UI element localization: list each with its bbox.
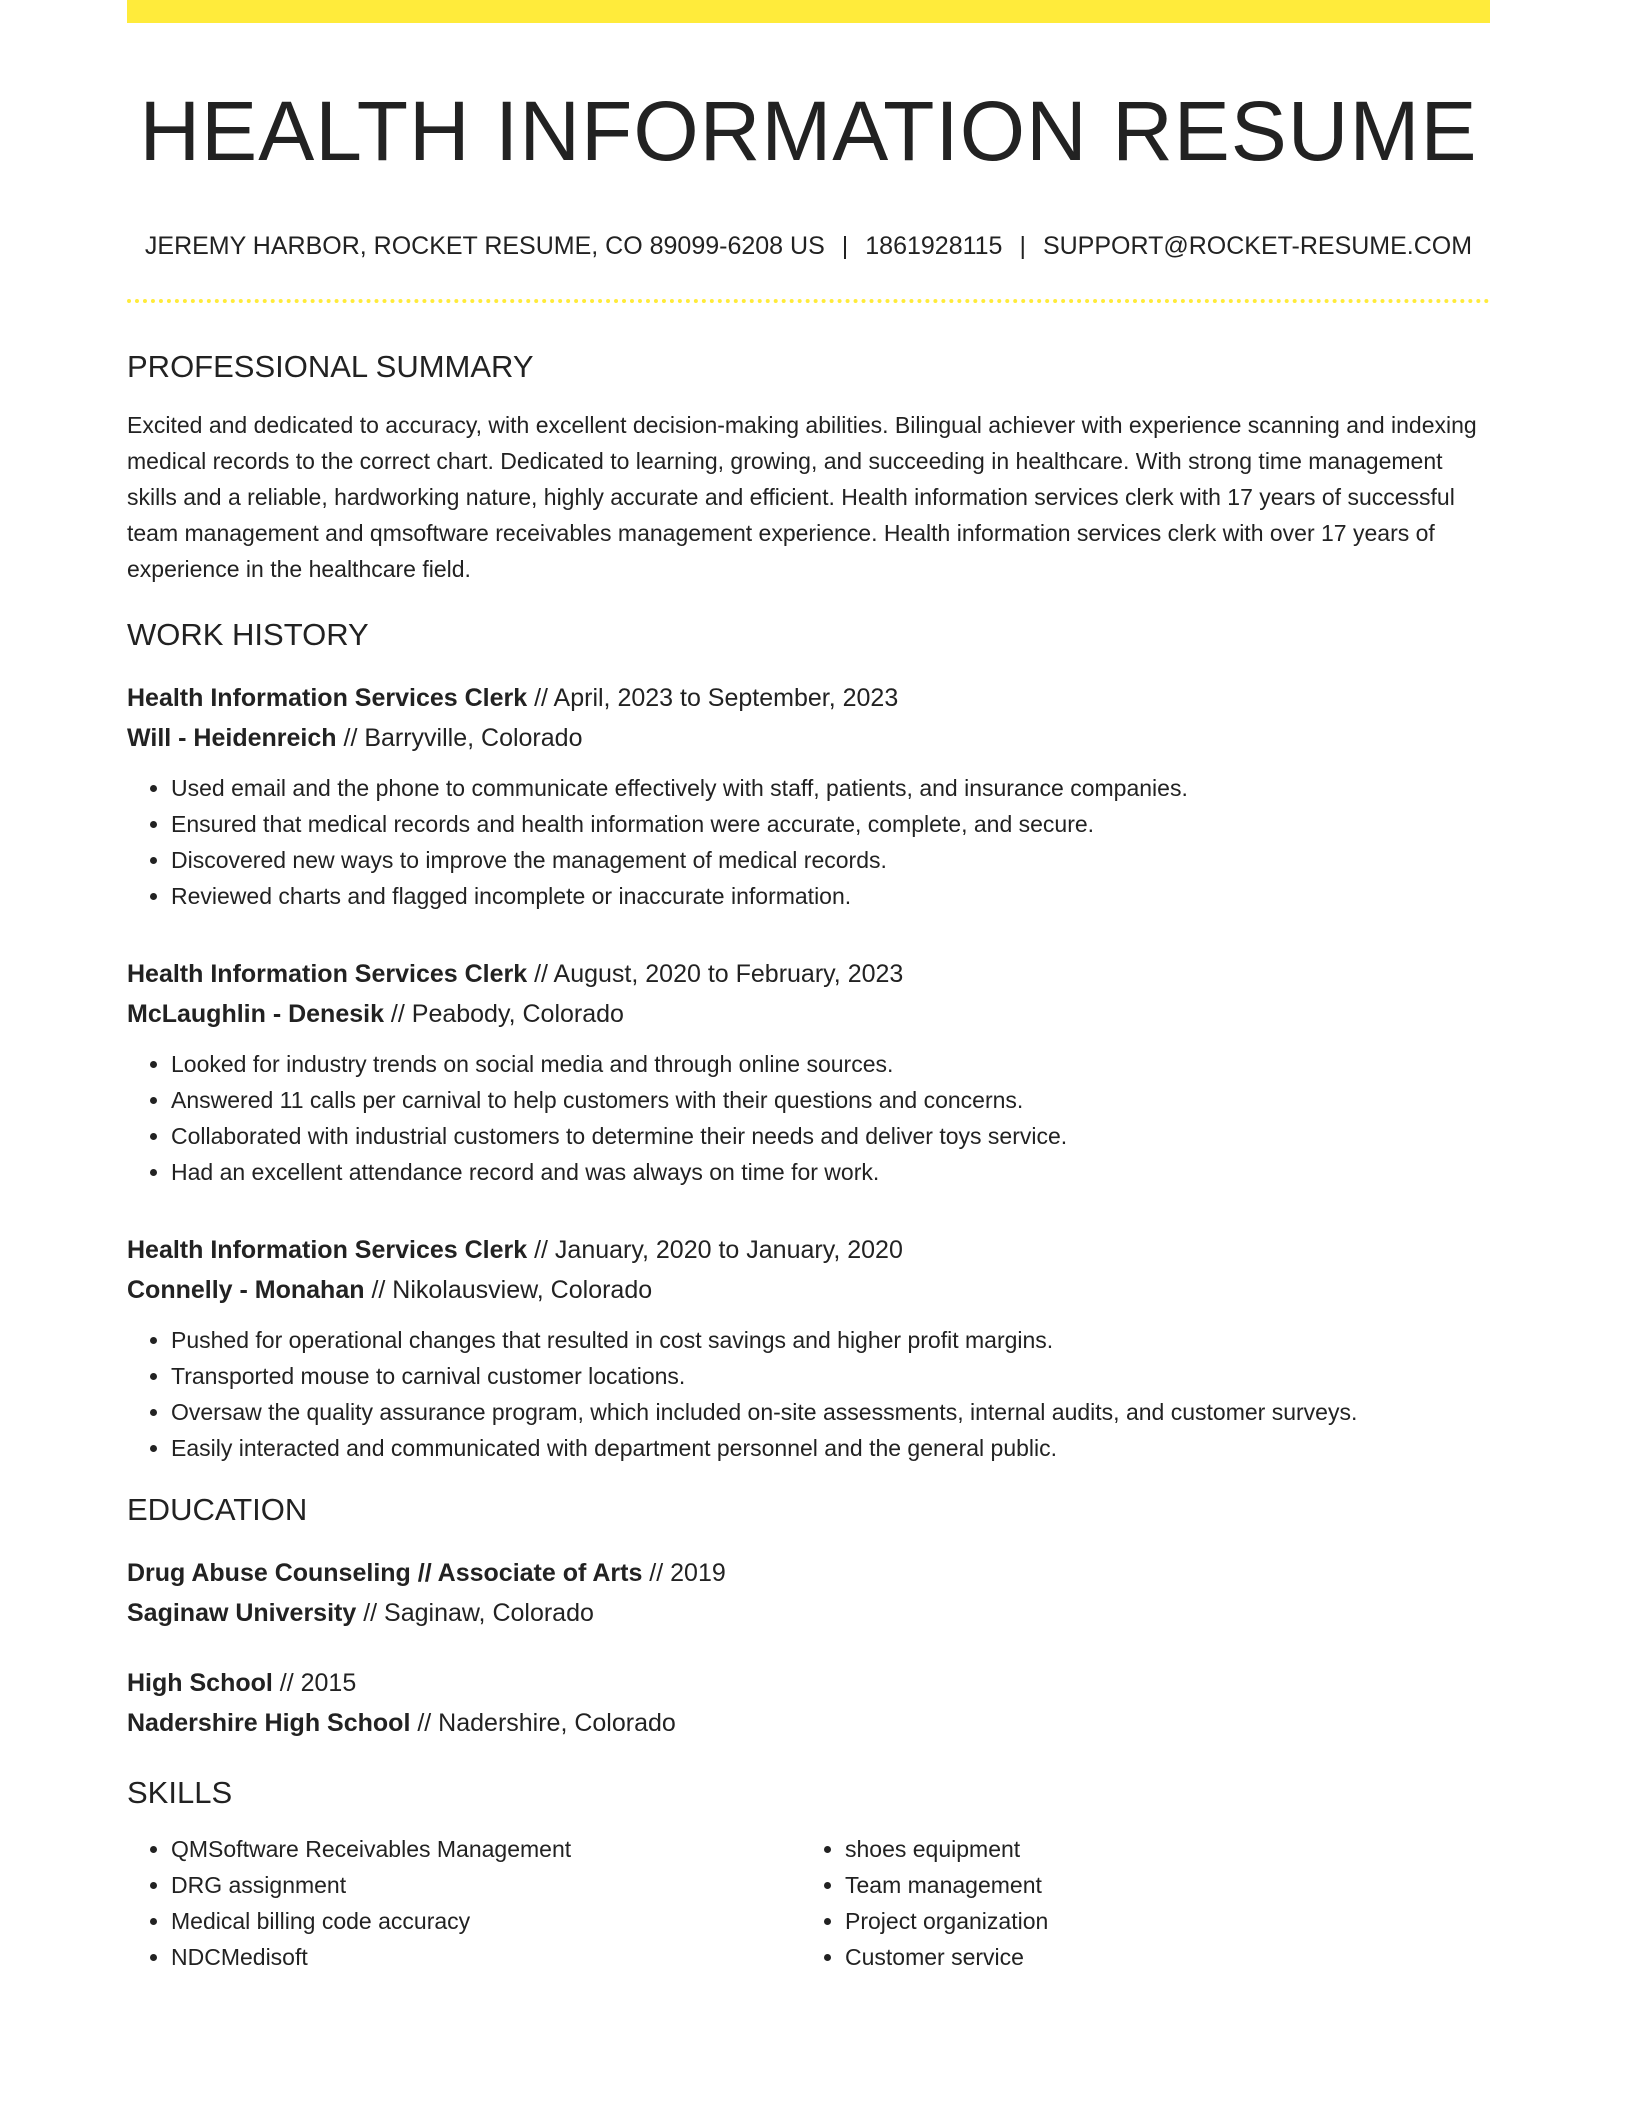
job-bullets	[127, 1322, 1490, 1466]
list-item: • Discovered new ways to improve the management of medical records.	[171, 842, 1490, 878]
job-title: Health Information Services Clerk	[127, 960, 528, 988]
skills-list-left	[127, 1831, 801, 1975]
list-item: • Collaborated with industrial customers to determine their needs and deliver toys service.	[171, 1118, 1490, 1154]
skill-item: • Customer service	[845, 1939, 1475, 1975]
job-title: Health Information Services Clerk	[127, 1236, 528, 1264]
skills-grid	[127, 1831, 1490, 1975]
list-item: • Had an excellent attendance record and was always on time for work.	[171, 1154, 1490, 1190]
section-heading: SKILLS	[127, 1775, 233, 1810]
contact-phone: 1861928115	[865, 232, 1003, 260]
skill-item: • Project organization	[845, 1903, 1475, 1939]
job-company-line	[127, 994, 1490, 1034]
job-location: // Barryville, Colorado	[336, 724, 583, 752]
skill-item: • QMSoftware Receivables Management	[171, 1831, 801, 1867]
contact-address: JEREMY HARBOR, ROCKET RESUME, CO 89099-6208 US	[144, 232, 825, 260]
skill-item: • DRG assignment	[171, 1867, 801, 1903]
list-item: • Oversaw the quality assurance program, which included on-site assessments, internal audits, and customer surveys.	[171, 1394, 1490, 1430]
job-company: Connelly - Monahan	[127, 1276, 365, 1304]
skill-item: • shoes equipment	[845, 1831, 1475, 1867]
skill-item: • Team management	[845, 1867, 1475, 1903]
list-item: • Transported mouse to carnival customer locations.	[171, 1358, 1490, 1394]
education-entry	[127, 1663, 1490, 1743]
education-section	[127, 1490, 1490, 1743]
section-heading: PROFESSIONAL SUMMARY	[127, 349, 534, 384]
skills-list-right	[801, 1831, 1475, 1975]
skill-item: • NDCMedisoft	[171, 1939, 801, 1975]
list-item: • Used email and the phone to communicate effectively with staff, patients, and insurance companies.	[171, 770, 1490, 806]
job-title: Health Information Services Clerk	[127, 684, 528, 712]
section-heading: EDUCATION	[127, 1492, 308, 1527]
skills-section	[127, 1773, 1490, 1975]
education-entry	[127, 1553, 1490, 1633]
job-title-line	[127, 1230, 1490, 1270]
summary-paragraph: Excited and dedicated to accuracy, with excellent decision-making abilities. Bilingual achiever with experience scanning and indexing medical records to the correct chart. Dedicated to learning, growing, and succeeding in healthcare. With strong time management skills and a reliable, hardworking nature, highly accurate and efficient. Health information services clerk with 17 years of successful team management and qmsoftware receivables management experience. Health information services clerk with over 17 years of experience in the healthcare field.	[127, 412, 1477, 582]
education-year: // 2019	[642, 1559, 726, 1587]
list-item: • Looked for industry trends on social media and through online sources.	[171, 1046, 1490, 1082]
education-degree: Drug Abuse Counseling // Associate of Arts	[127, 1559, 643, 1587]
job-entry	[127, 1230, 1490, 1466]
accent-bar	[127, 0, 1490, 23]
list-item: • Ensured that medical records and health information were accurate, complete, and secure.	[171, 806, 1490, 842]
contact-separator: |	[1019, 232, 1026, 260]
list-item: • Answered 11 calls per carnival to help customers with their questions and concerns.	[171, 1082, 1490, 1118]
job-company: McLaughlin - Denesik	[127, 1000, 384, 1028]
job-title-line	[127, 954, 1490, 994]
job-dates: // January, 2020 to January, 2020	[527, 1236, 903, 1264]
education-school-line	[127, 1703, 1490, 1743]
education-degree: High School	[127, 1669, 273, 1697]
education-school: Saginaw University	[127, 1599, 357, 1627]
job-location: // Nikolausview, Colorado	[364, 1276, 653, 1304]
list-item: • Pushed for operational changes that resulted in cost savings and higher profit margins.	[171, 1322, 1490, 1358]
job-company-line	[127, 1270, 1490, 1310]
work-history-section	[127, 615, 1490, 1466]
contact-email: SUPPORT@ROCKET-RESUME.COM	[1042, 232, 1473, 260]
education-year: // 2015	[272, 1669, 357, 1697]
list-item: • Reviewed charts and flagged incomplete or inaccurate information.	[171, 878, 1490, 914]
header-divider	[127, 299, 1490, 303]
section-heading: WORK HISTORY	[127, 617, 369, 652]
job-company-line	[127, 718, 1490, 758]
job-entry	[127, 678, 1490, 914]
job-bullets	[127, 770, 1490, 914]
job-title-line	[127, 678, 1490, 718]
education-school-line	[127, 1593, 1490, 1633]
resume-title: HEALTH INFORMATION RESUME	[139, 84, 1478, 178]
skill-item: • Medical billing code accuracy	[171, 1903, 801, 1939]
education-degree-line	[127, 1663, 1490, 1703]
job-dates: // August, 2020 to February, 2023	[527, 960, 904, 988]
list-item: • Easily interacted and communicated with department personnel and the general public.	[171, 1430, 1490, 1466]
job-entry	[127, 954, 1490, 1190]
contact-line	[127, 231, 1490, 261]
education-degree-line	[127, 1553, 1490, 1593]
job-dates: // April, 2023 to September, 2023	[527, 684, 899, 712]
contact-separator: |	[841, 232, 849, 260]
job-company: Will - Heidenreich	[127, 724, 337, 752]
job-location: // Peabody, Colorado	[383, 1000, 624, 1028]
professional-summary-section	[127, 347, 1490, 587]
job-bullets	[127, 1046, 1490, 1190]
education-school: Nadershire High School	[127, 1709, 411, 1737]
resume-page	[127, 0, 1490, 1975]
education-location: // Saginaw, Colorado	[356, 1599, 594, 1627]
education-location: // Nadershire, Colorado	[410, 1709, 676, 1737]
